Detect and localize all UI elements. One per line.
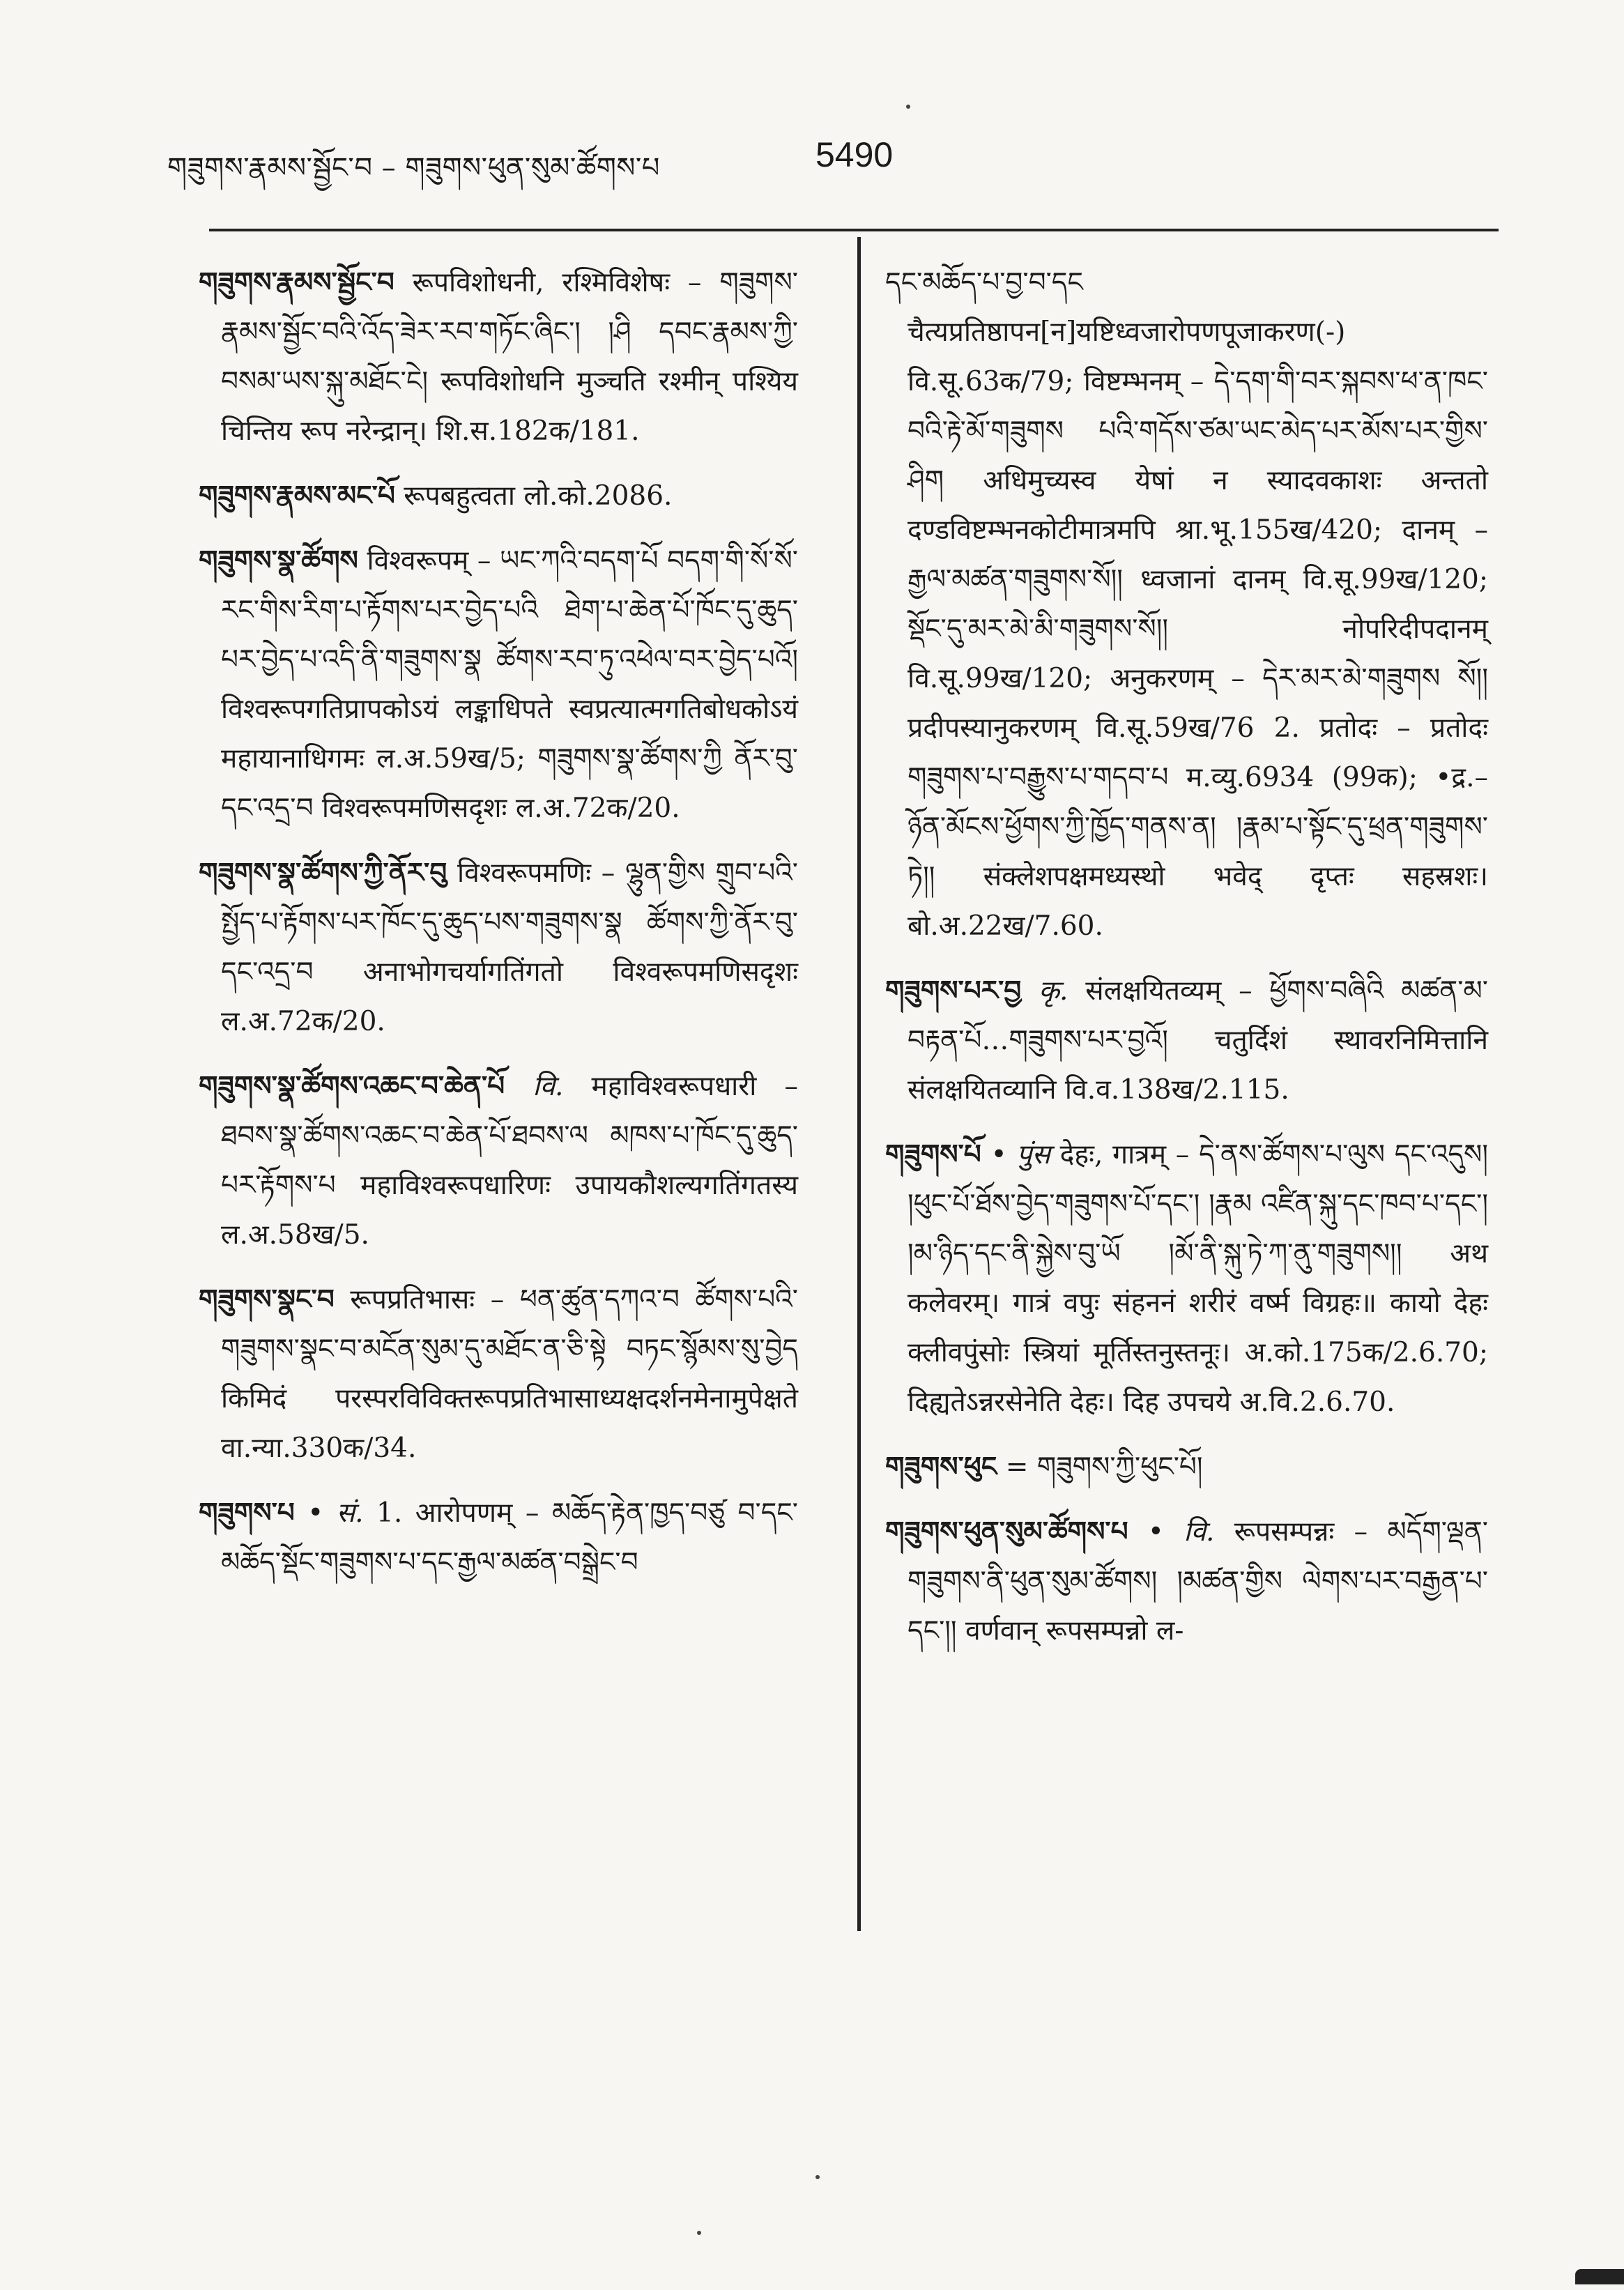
- entry-grammar-tag: कृ.: [1021, 975, 1068, 1007]
- entry-headword: གཟུགས་པོ: [885, 1138, 981, 1170]
- entry-grammar-tag: वि.: [505, 1071, 564, 1102]
- entry-headword: གཟུགས་སྣ་ཚོགས་ཀྱི་ནོར་བུ: [199, 857, 447, 889]
- dictionary-entry: [885, 258, 1488, 951]
- scan-speck: [906, 105, 910, 109]
- right-column: [885, 258, 1488, 1671]
- dictionary-entry: [885, 1442, 1488, 1492]
- entry-headword: གཟུགས་རྣམས་མང་པོ: [199, 480, 395, 512]
- scan-speck: [815, 2175, 820, 2179]
- dictionary-entry: [199, 1488, 798, 1587]
- entry-body: देहः, गात्रम् – དེ་ནས་ཚོགས་པ་ལུས དང་འདུས། །ཕུང་པོ་ཐོས་བྱེད་གཟུགས་པོ་དང་། །རྣམ འཛིན་སྐུ་དང་ཁབ་པ་དང་། །མ་ཉིད་དང་ནི་སྐྱེས་བུ་ཡོ །མོ་ནི་སྐུ་ཏེ་ཀ་ནུ་གཟུགས།། अथ कलेवरम्। गात्रं वपुः संहननं शरीरं वर्ष्म विग्रहः॥ कायो देहः क्लीवपुंसोः स्त्रियां मूर्तिस्तनुस्तनूः। अ.को.175क/2.6.70; दिह्यतेऽन्नरसेनेति देहः। दिह उपचये अ.वि.2.6.70.: [907, 1139, 1488, 1418]
- dictionary-entry: [199, 1062, 798, 1260]
- entry-grammar-tag: • सं.: [294, 1497, 364, 1529]
- entry-headword: གཟུགས་རྣམས་སྦྱོང་བ: [199, 266, 394, 298]
- entry-headword: གཟུགས་པར་བྱ: [885, 975, 1022, 1007]
- running-head: གཟུགས་རྣམས་སྦྱོང་བ – གཟུགས་ཕུན་སུམ་ཚོགས་པ: [167, 152, 660, 184]
- entry-grammar-tag: • वि.: [1128, 1516, 1215, 1548]
- entry-body: रूपसम्पन्नः – མདོག་ལྡན་གཟུགས་ནི་ཕུན་སུམ་ཚོགས། །མཚན་གྱིས ལེགས་པར་བརྒྱན་པ་དང་།། वर्णवान् रूपसम्पन्नो ल-: [907, 1516, 1488, 1647]
- left-column: [199, 258, 798, 1603]
- entry-body: रूपबहुत्वता लो.को.2086.: [394, 480, 673, 512]
- page-number: 5490: [815, 135, 894, 174]
- entry-body: महाविश्वरूपधारी – ཐབས་སྣ་ཚོགས་འཆང་བ་ཆེན་པོ་ཐབས་ལ མཁས་པ་ཁོང་དུ་ཆུད་པར་རྟོགས་པ महाविश्वरूपधारिणः उपायकौशल्यगतिंगतस्य ल.अ.58ख/5.: [221, 1071, 798, 1251]
- dictionary-entry: [885, 1130, 1488, 1427]
- dictionary-entry: [885, 1507, 1488, 1656]
- entry-headword: གཟུགས་སྣ་ཚོགས: [199, 544, 358, 577]
- entry-headword: གཟུགས་ཕུང: [885, 1451, 997, 1483]
- dictionary-entry: [199, 258, 798, 456]
- entry-headword: གཟུགས་ཕུན་སུམ་ཚོགས་པ: [885, 1516, 1128, 1548]
- dictionary-entry: [885, 966, 1488, 1115]
- entry-headword: གཟུགས་སྣང་བ: [199, 1283, 335, 1315]
- dictionary-entry: [199, 1275, 798, 1473]
- entry-body: 1. आरोपणम् – མཆོད་རྟེན་ཁྱད་བཙུ བ་དང་མཆོད་སྡོང་གཟུགས་པ་དང་རྒྱལ་མཚན་བསྒྲེང་བ: [221, 1497, 798, 1578]
- entry-body: रूपविशोधनी, रश्मिविशेषः – གཟུགས་རྣམས་སྦྱོང་བའི་འོད་ཟེར་རབ་གཏོང་ཞིང་། །ཤི དབང་རྣམས་ཀྱི་བསམ་ཡས་སྐུ་མཐོང་ངེ། रूपविशोधनि मुञ्चति रश्मीन् पश्यिय चिन्तिय रूप नरेन्द्रान्। शि.स.182क/181.: [221, 267, 798, 447]
- entry-body: विश्वरूपमणिः – ལྷུན་གྱིས གྲུབ་པའི་སྤྱོད་པ་རྟོགས་པར་ཁོང་དུ་ཆུད་པས་གཟུགས་སྣ ཚོགས་ཀྱི་ནོར་བུ་དང་འདྲ་བ अनाभोगचर्यागतिंगतो विश्वरूपमणिसदृशः ल.अ.72क/20.: [221, 857, 798, 1037]
- dictionary-entry: [199, 536, 798, 833]
- scan-corner-mark: [1575, 2269, 1624, 2284]
- entry-body: संलक्षयितव्यम् – ཕྱོགས་བཞིའི མཚན་མ་བརྟན་པོ…གཟུགས་པར་བྱའོ། चतुर्दिशं स्थावरनिमित्तानि संलक्षयितव्यानि वि.व.138ख/2.115.: [907, 975, 1488, 1106]
- entry-body: = གཟུགས་ཀྱི་ཕུང་པོ།: [997, 1451, 1203, 1483]
- entry-body: रूपप्रतिभासः – ཕན་ཚུན་དཀའ་བ ཚོགས་པའི་གཟུགས་སྣང་བ་མངོན་སུམ་དུ་མཐོང་ན་ཅི་སྟེ བཏང་སྙོམས་སུ་བྱེད किमिदं परस्परविविक्तरूपप्रतिभासाध्यक्षदर्शनमेनामुपेक्षते वा.न्या.330क/34.: [221, 1284, 798, 1464]
- scan-speck: [697, 2231, 701, 2235]
- entry-headword: གཟུགས་སྣ་ཚོགས་འཆང་བ་ཆེན་པོ: [199, 1070, 505, 1102]
- entry-headword: གཟུགས་པ: [199, 1497, 295, 1529]
- entry-body: विश्वरूपम् – ཡང་ཀའི་བདག་པོ བདག་གི་སོ་སོ་རང་གིས་རིག་པ་རྟོགས་པར་བྱེད་པའི ཐེག་པ་ཆེན་པོ་ཁོང་དུ་ཆུད་པར་བྱེད་པ་འདི་ནི་གཟུགས་སྣ ཚོགས་རབ་ཏུ་འཕེལ་བར་བྱེད་པའོ། विश्वरूपगतिप्रापकोऽयं लङ्काधिपते स्वप्रत्यात्मगतिबोधकोऽयं महायानाधिगमः ल.अ.59ख/5; གཟུགས་སྣ་ཚོགས་ཀྱི ནོར་བུ་དང་འདྲ་བ विश्वरूपमणिसदृशः ल.अ.72क/20.: [221, 545, 798, 824]
- header-rule: [209, 229, 1499, 231]
- dictionary-entry: [199, 848, 798, 1046]
- entry-grammar-tag: • पुंस: [981, 1139, 1050, 1170]
- page-header: [167, 122, 934, 192]
- entry-body: དང་མཆོད་པ་བྱ་བ་དང चैत्यप्रतिष्ठापन[न]यष्टिध्वजारोपणपूजाकरण(-) वि.सू.63क/79; विष्टम्भनम् – དེ་དག་གི་བར་སྐབས་ཕ་ན་ཁང་བའི་རྟེ་མོ་གཟུགས པའི་གདོས་ཙམ་ཡང་མེད་པར་མོས་པར་གྱིས་ཤིག अधिमुच्यस्व येषां न स्यादवकाशः अन्ततो दण्डविष्टम्भनकोटीमात्रमपि श्रा.भू.155ख/420; दानम् – རྒྱལ་མཚན་གཟུགས་སོ།། ध्वजानां दानम् वि.सू.99ख/120; སྡོང་དུ་མར་མེ་མི་གཟུགས་སོ།། नोपरिदीपदानम् वि.सू.99ख/120; अनुकरणम् – དེར་མར་མེ་གཟུགས སོ།། प्रदीपस्यानुकरणम् वि.सू.59ख/76 2. प्रतोदः – प्रतोदः གཟུགས་པ་བརྒྱུས་པ་གདབ་པ म.व्यु.6934 (99क); •द्र.– ཉོན་མོངས་ཕྱོགས་ཀྱི་ཁྱོད་གནས་ན། །རྣམ་པ་སྟོང་དུ་ཕྲན་གཟུགས་ཏེ།། संक्लेशपक्षमध्यस्थो भवेद् दृप्तः सहस्रशः। बो.अ.22ख/7.60.: [885, 267, 1488, 942]
- dictionary-entry: [199, 471, 798, 521]
- column-divider: [857, 237, 861, 1931]
